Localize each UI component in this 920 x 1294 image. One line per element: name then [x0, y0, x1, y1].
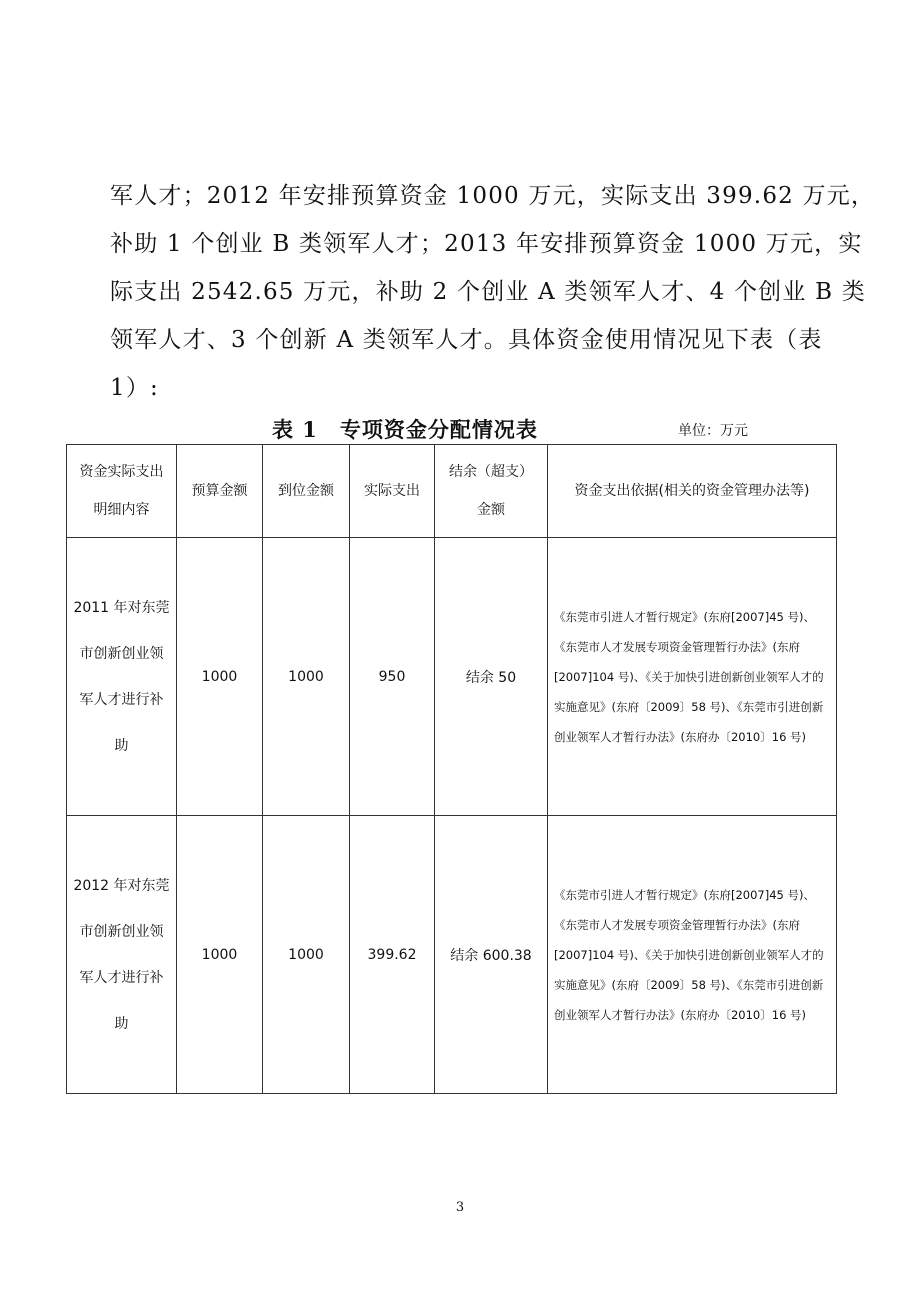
cell-actual: 399.62 [350, 816, 435, 1094]
header-budget: 预算金额 [177, 445, 263, 538]
cell-budget: 1000 [177, 538, 263, 816]
cell-received: 1000 [263, 538, 350, 816]
paragraph-line: 1）: [110, 375, 159, 401]
header-detail: 资金实际支出明细内容 [67, 445, 177, 538]
header-basis: 资金支出依据(相关的资金管理办法等) [548, 445, 837, 538]
paragraph-line: 军人才；2012 年安排预算资金 1000 万元，实际支出 399.62 万元， [110, 183, 876, 209]
table-caption: 表 1 专项资金分配情况表 [272, 417, 538, 442]
table-row [67, 538, 837, 816]
table-header-row [67, 445, 837, 538]
paragraph-line: 补助 1 个创业 B 类领军人才；2013 年安排预算资金 1000 万元，实 [110, 231, 863, 257]
header-balance: 结余（超支）金额 [435, 445, 548, 538]
cell-received: 1000 [263, 816, 350, 1094]
cell-detail: 2012 年对东莞市创新创业领军人才进行补助 [67, 816, 177, 1094]
cell-detail: 2011 年对东莞市创新创业领军人才进行补助 [67, 538, 177, 816]
table-unit: 单位：万元 [678, 423, 748, 439]
cell-actual: 950 [350, 538, 435, 816]
cell-basis: 《东莞市引进人才暂行规定》(东府[2007]45 号)、《东莞市人才发展专项资金管理暂行办法》(东府[2007]104 号)、《关于加快引进创新创业领军人才的实施意见》(东府〔2009〕58 号)、《东莞市引进创新创业领军人才暂行办法》(东府办〔2010〕16 号) [548, 816, 837, 1094]
page-number: 3 [455, 1200, 465, 1215]
paragraph-line: 领军人才、3 个创新 A 类领军人才。具体资金使用情况见下表（表 [110, 327, 823, 353]
header-received: 到位金额 [263, 445, 350, 538]
table-row [67, 816, 837, 1094]
cell-balance: 结余 600.38 [435, 816, 548, 1094]
cell-budget: 1000 [177, 816, 263, 1094]
body-paragraph [110, 172, 876, 412]
cell-basis: 《东莞市引进人才暂行规定》(东府[2007]45 号)、《东莞市人才发展专项资金管理暂行办法》(东府[2007]104 号)、《关于加快引进创新创业领军人才的实施意见》(东府〔2009〕58 号)、《东莞市引进创新创业领军人才暂行办法》(东府办〔2010〕16 号) [548, 538, 837, 816]
paragraph-line: 际支出 2542.65 万元，补助 2 个创业 A 类领军人才、4 个创业 B 类 [110, 279, 866, 305]
fund-allocation-table [66, 444, 837, 1094]
header-actual: 实际支出 [350, 445, 435, 538]
cell-balance: 结余 50 [435, 538, 548, 816]
